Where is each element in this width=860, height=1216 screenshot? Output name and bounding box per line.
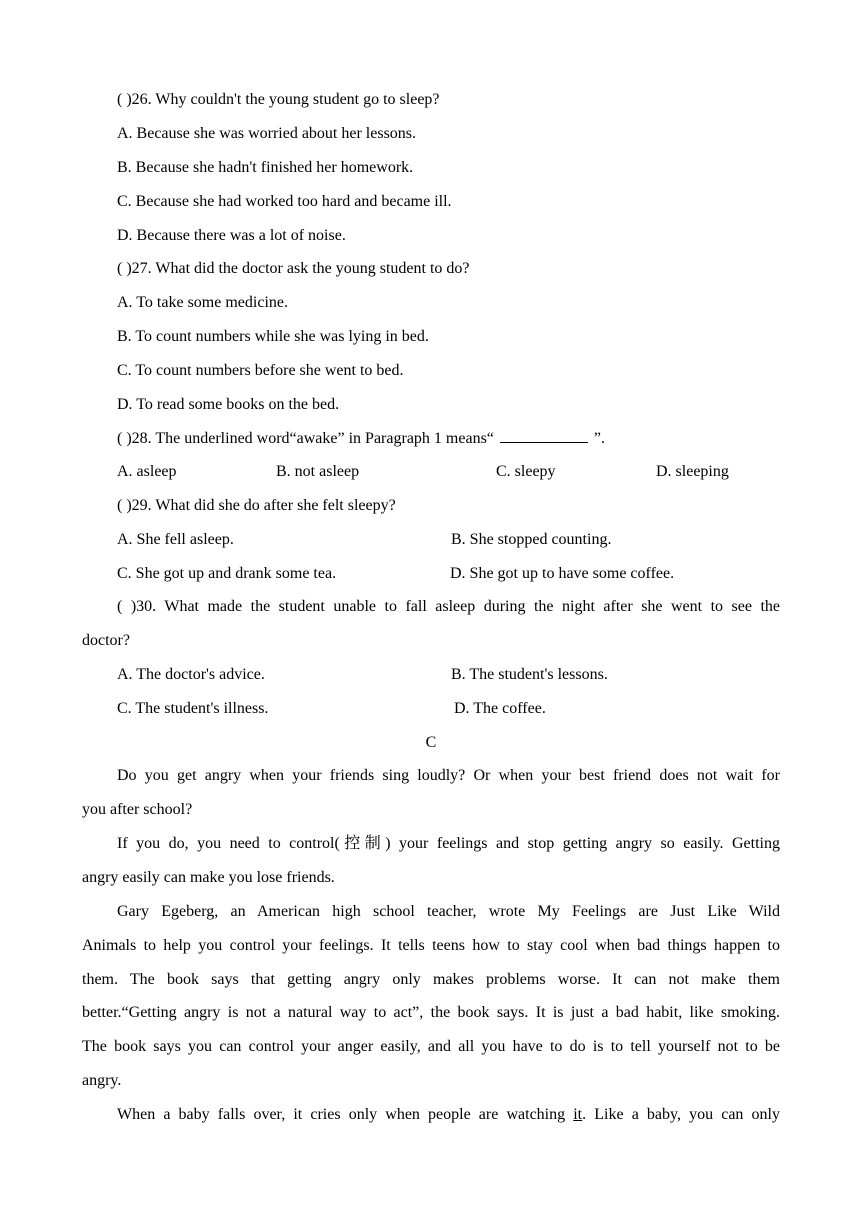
passage-p2-line-2: angry easily can make you lose friends. bbox=[82, 869, 335, 886]
q27-option-b: B. To count numbers while she was lying in bed. bbox=[117, 328, 429, 345]
passage-p3-line-2: Animals to help you control your feelings. It tells teens how to stay cool when bad things happen to bbox=[82, 937, 780, 954]
passage-p3-line-1: Gary Egeberg, an American high school teacher, wrote My Feelings are Just Like Wild bbox=[117, 903, 780, 920]
passage-p3-line-4: better.“Getting angry is not a natural way to act”, the book says. It is just a bad habit, like smoking. bbox=[82, 1004, 780, 1021]
answer-blank bbox=[500, 428, 588, 443]
q27-option-c: C. To count numbers before she went to bed. bbox=[117, 362, 404, 379]
question-27: ( )27. What did the doctor ask the young student to do? bbox=[117, 260, 470, 277]
q26-option-d: D. Because there was a lot of noise. bbox=[117, 227, 346, 244]
q28-option-a: A. asleep bbox=[117, 463, 177, 480]
q29-option-d: D. She got up to have some coffee. bbox=[450, 565, 675, 582]
q28-option-b: B. not asleep bbox=[276, 463, 360, 480]
passage-p2-line-1: If you do, you need to control(控制) your feelings and stop getting angry so easily. Getting bbox=[117, 835, 780, 852]
q30-option-b: B. The student's lessons. bbox=[451, 666, 608, 683]
q28-option-d: D. sleeping bbox=[656, 463, 729, 480]
q26-option-a: A. Because she was worried about her lessons. bbox=[117, 125, 417, 142]
q30-option-d: D. The coffee. bbox=[454, 700, 546, 717]
question-28-stem: ( )28. The underlined word“awake” in Paragraph 1 means“ bbox=[117, 430, 494, 447]
q29-option-a: A. She fell asleep. bbox=[117, 531, 234, 548]
q29-option-c: C. She got up and drank some tea. bbox=[117, 565, 337, 582]
passage-p4-line-1 bbox=[117, 1105, 780, 1125]
q30-option-a: A. The doctor's advice. bbox=[117, 666, 265, 683]
question-28 bbox=[117, 428, 605, 449]
q26-option-c: C. Because she had worked too hard and became ill. bbox=[117, 193, 452, 210]
q28-option-c: C. sleepy bbox=[496, 463, 556, 480]
passage-p3-line-5: The book says you can control your anger easily, and all you have to do is to tell yourself not to be bbox=[82, 1038, 780, 1055]
passage-p4-text-after: . Like a baby, you can only bbox=[582, 1106, 780, 1123]
question-28-tail: ”. bbox=[593, 430, 605, 447]
passage-p3-line-6: angry. bbox=[82, 1072, 122, 1089]
q26-option-b: B. Because she hadn't finished her homework. bbox=[117, 159, 414, 176]
question-30-line-2: doctor? bbox=[82, 632, 130, 649]
section-heading: C bbox=[425, 734, 437, 751]
q27-option-d: D. To read some books on the bed. bbox=[117, 396, 340, 413]
q27-option-a: A. To take some medicine. bbox=[117, 294, 288, 311]
q30-option-c: C. The student's illness. bbox=[117, 700, 269, 717]
question-26: ( )26. Why couldn't the young student go to sleep? bbox=[117, 91, 440, 108]
question-29: ( )29. What did she do after she felt sleepy? bbox=[117, 497, 396, 514]
underlined-word: it bbox=[573, 1106, 583, 1123]
passage-p1-line-1: Do you get angry when your friends sing loudly? Or when your best friend does not wait for bbox=[117, 767, 780, 784]
passage-p1-line-2: you after school? bbox=[82, 801, 193, 818]
question-30-line-1: ( )30. What made the student unable to fall asleep during the night after she went to see the bbox=[117, 598, 780, 615]
q29-option-b: B. She stopped counting. bbox=[451, 531, 612, 548]
passage-p4-text-before: When a baby falls over, it cries only when people are watching bbox=[117, 1106, 574, 1123]
passage-p3-line-3: them. The book says that getting angry only makes problems worse. It can not make them bbox=[82, 971, 780, 988]
